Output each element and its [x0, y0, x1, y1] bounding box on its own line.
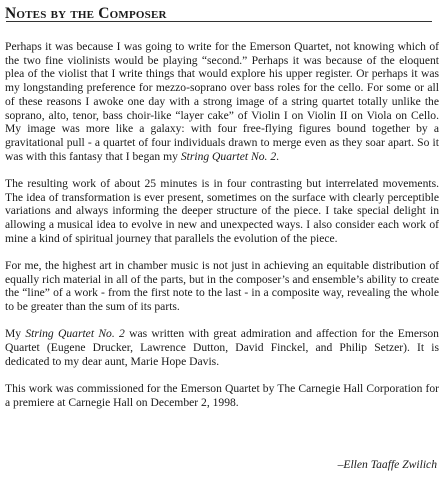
notes-body [5, 40, 439, 423]
paragraph-text: . [276, 149, 280, 163]
paragraph-2: The resulting work of about 25 minutes is in four contrasting but interrelated movements. The idea of transformation is ever present, sometimes on the surface with clearly perceptible variations and always informing the deeper structure of the piece. I take special delight in allowing a musical idea to evolve in new and unexpected ways. I also consider each work of mine a kind of spiritual journey that parallels the evolution of the piece. [5, 176, 439, 245]
paragraph-text: My [5, 327, 26, 341]
paragraph-4 [5, 327, 439, 368]
paragraph-5: This work was commissioned for the Emerson Quartet by The Carnegie Hall Corporation for a premiere at Carnegie Hall on December 2, 1998. [5, 382, 439, 409]
work-title: String Quartet No. 2 [180, 149, 277, 163]
paragraph-text: Perhaps it was because I was going to write for the Emerson Quartet, not knowing which of the two fine violinists would be playing “second.” Perhaps it was because of the eloquent plea of the violist that I write things that would explore his upper register. Or perhaps it was my longstanding preference for mezzo-soprano over bass roles for the cello. For some or all of these reasons I awoke one day with a strong image of a string quartet totally unlike the soprano, alto, tenor, bass choir-like “layer cake” of Violin I on Violin II on Viola on Cello. My image was more like a galaxy: with four free-flying figures bound together by a gravitational pull - a quartet of four individuals drawn to merge even as they soar apart. So it was with this fantasy that I began my [5, 40, 439, 163]
paragraph-text: was written with great admiration and affection for the Emerson Quartet (Eugene Drucker, Lawrence Dutton, David Finckel, and Philip Setzer). It is dedicated to my dear aunt, Marie Hope Davis. [5, 327, 439, 368]
work-title: String Quartet No. 2 [25, 327, 125, 341]
title-rule [6, 21, 432, 22]
page-title: Notes by the Composer [5, 5, 167, 22]
paragraph-1 [5, 40, 439, 163]
signature: –Ellen Taaffe Zwilich [337, 458, 437, 471]
paragraph-3: For me, the highest art in chamber music is not just in achieving an equitable distribution of equally rich material in all of the parts, but in the composer’s and ensemble’s ability to create the “line” of a work - from the first note to the last - in a composite way, revealing the whole to be greater than the sum of its parts. [5, 259, 439, 314]
